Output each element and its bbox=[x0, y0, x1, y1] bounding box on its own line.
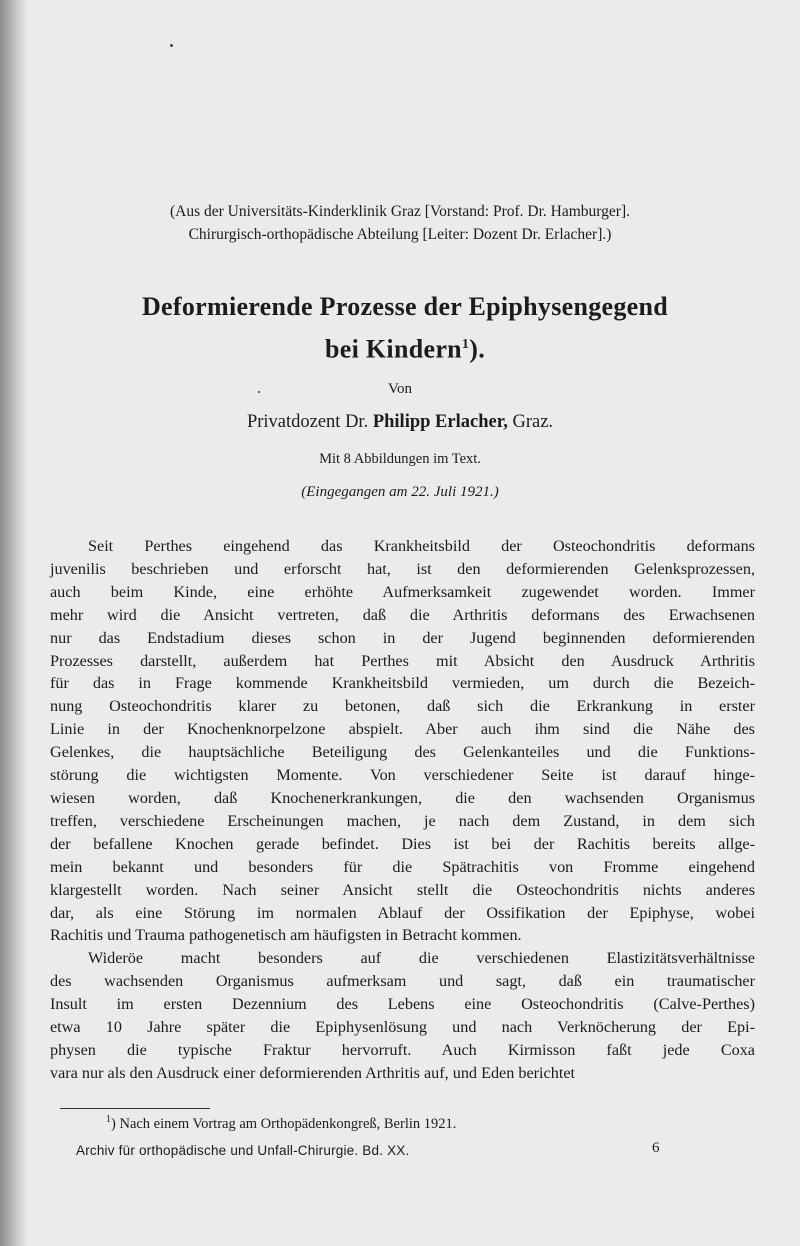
affiliation-line-2: Chirurgisch-orthopädische Abteilung [Leiter: Dozent Dr. Erlacher].) bbox=[188, 226, 612, 243]
body-line: klargestellt worden. Nach seiner Ansicht stellt die Osteochondritis nichts anderes bbox=[50, 880, 755, 899]
body-line: auch beim Kinde, eine erhöhte Aufmerksamkeit zugewendet worden. Immer bbox=[50, 582, 755, 601]
footnote-mark: 1 bbox=[106, 1114, 111, 1125]
body-line: für das in Frage kommende Krankheitsbild vermieden, um durch die Bezeich- bbox=[50, 674, 755, 693]
affiliation-line-1: (Aus der Universitäts-Kinderklinik Graz [Vorstand: Prof. Dr. Hamburger]. bbox=[169, 203, 631, 220]
body-line: Seit Perthes eingehend das Krankheitsbild der Osteochondritis deformans bbox=[88, 537, 755, 555]
body-line: störung die wichtigsten Momente. Von verschiedener Seite ist darauf hinge- bbox=[50, 766, 755, 785]
body-line: wiesen worden, daß Knochenerkrankungen, die den wachsenden Organismus bbox=[50, 788, 755, 807]
author-prefix: Privatdozent Dr. bbox=[246, 412, 369, 432]
body-line: Rachitis und Trauma pathogenetisch am häufigsten in Betracht kommen. bbox=[50, 926, 522, 945]
body-line: nung Osteochondritis klarer zu betonen, daß sich die Erkrankung in erster bbox=[50, 697, 755, 716]
body-line: physen die typische Fraktur hervorruft. Auch Kirmisson faßt jede Coxa bbox=[50, 1040, 755, 1059]
author-line bbox=[0, 412, 800, 433]
body-line: treffen, verschiedene Erscheinungen machen, je nach dem Zustand, in dem sich bbox=[50, 811, 755, 830]
journal-citation: Archiv für orthopädische und Unfall-Chirurgie. Bd. XX. bbox=[76, 1143, 410, 1158]
body-line: Prozesses darstellt, außerdem hat Perthes mit Absicht den Ausdruck Arthritis bbox=[50, 651, 755, 670]
title-line-2 bbox=[60, 326, 750, 369]
footnote-rule bbox=[60, 1108, 210, 1109]
figure-note: Mit 8 Abbildungen im Text. bbox=[319, 451, 481, 467]
page-number: 6 bbox=[652, 1140, 660, 1156]
body-line: juvenilis beschrieben und erforscht hat, ist den deformierenden Gelenksprozessen, bbox=[50, 559, 755, 578]
body-line: mehr wird die Ansicht vertreten, daß die Arthritis deformans des Erwachsenen bbox=[50, 605, 755, 624]
author-suffix: Graz. bbox=[512, 412, 554, 432]
title-line-1: Deformierende Prozesse der Epiphysengegend bbox=[141, 292, 669, 321]
body-line: der befallene Knochen gerade befindet. Dies ist bei der Rachitis bereits allge- bbox=[50, 834, 755, 853]
body-line: dar, als eine Störung im normalen Ablauf der Ossifikation der Epiphyse, wobei bbox=[50, 903, 755, 922]
footnote-text: Nach einem Vortrag am Orthopädenkongreß, Berlin 1921. bbox=[119, 1115, 457, 1132]
affiliation bbox=[0, 200, 800, 246]
body-line: Wideröe macht besonders auf die verschiedenen Elastizitätsverhältnisse bbox=[88, 949, 755, 968]
scan-speck bbox=[170, 44, 173, 47]
body-line: vara nur als den Ausdruck einer deformierenden Arthritis auf, und Eden berichtet bbox=[50, 1063, 576, 1082]
article-title bbox=[60, 288, 750, 369]
body-text bbox=[50, 535, 755, 1085]
body-line: des wachsenden Organismus aufmerksam und sagt, daß ein traumatischer bbox=[50, 972, 755, 991]
author-name: Philipp Erlacher, bbox=[372, 412, 508, 432]
received-date: (Eingegangen am 22. Juli 1921.) bbox=[301, 484, 499, 500]
body-line: etwa 10 Jahre später die Epiphysenlösung und nach Verknöcherung der Epi- bbox=[50, 1018, 755, 1037]
footnote: $^1$) Nach einem Vortrag am Orthopädenkongreß, Berlin 1921. bbox=[106, 1114, 457, 1132]
body-line: Gelenkes, die hauptsächliche Beteiligung des Gelenkanteiles und die Funktions- bbox=[50, 743, 755, 762]
byline-von: Von bbox=[388, 381, 412, 397]
title-line-2-suffix: ). bbox=[469, 334, 485, 364]
body-line: nur das Endstadium dieses schon in der Jugend beginnenden deformierenden bbox=[50, 628, 755, 647]
body-line: mein bekannt und besonders für die Spätrachitis von Fromme eingehend bbox=[50, 857, 755, 876]
title-footnote-mark: 1 bbox=[461, 337, 470, 352]
body-line: Insult im ersten Dezennium des Lebens eine Osteochondritis (Calve-Perthes) bbox=[50, 995, 755, 1014]
title-line-2-text: bei Kindern bbox=[324, 334, 462, 364]
body-line: Linie in der Knochenknorpelzone abspielt. Aber auch ihm sind die Nähe des bbox=[50, 720, 755, 739]
